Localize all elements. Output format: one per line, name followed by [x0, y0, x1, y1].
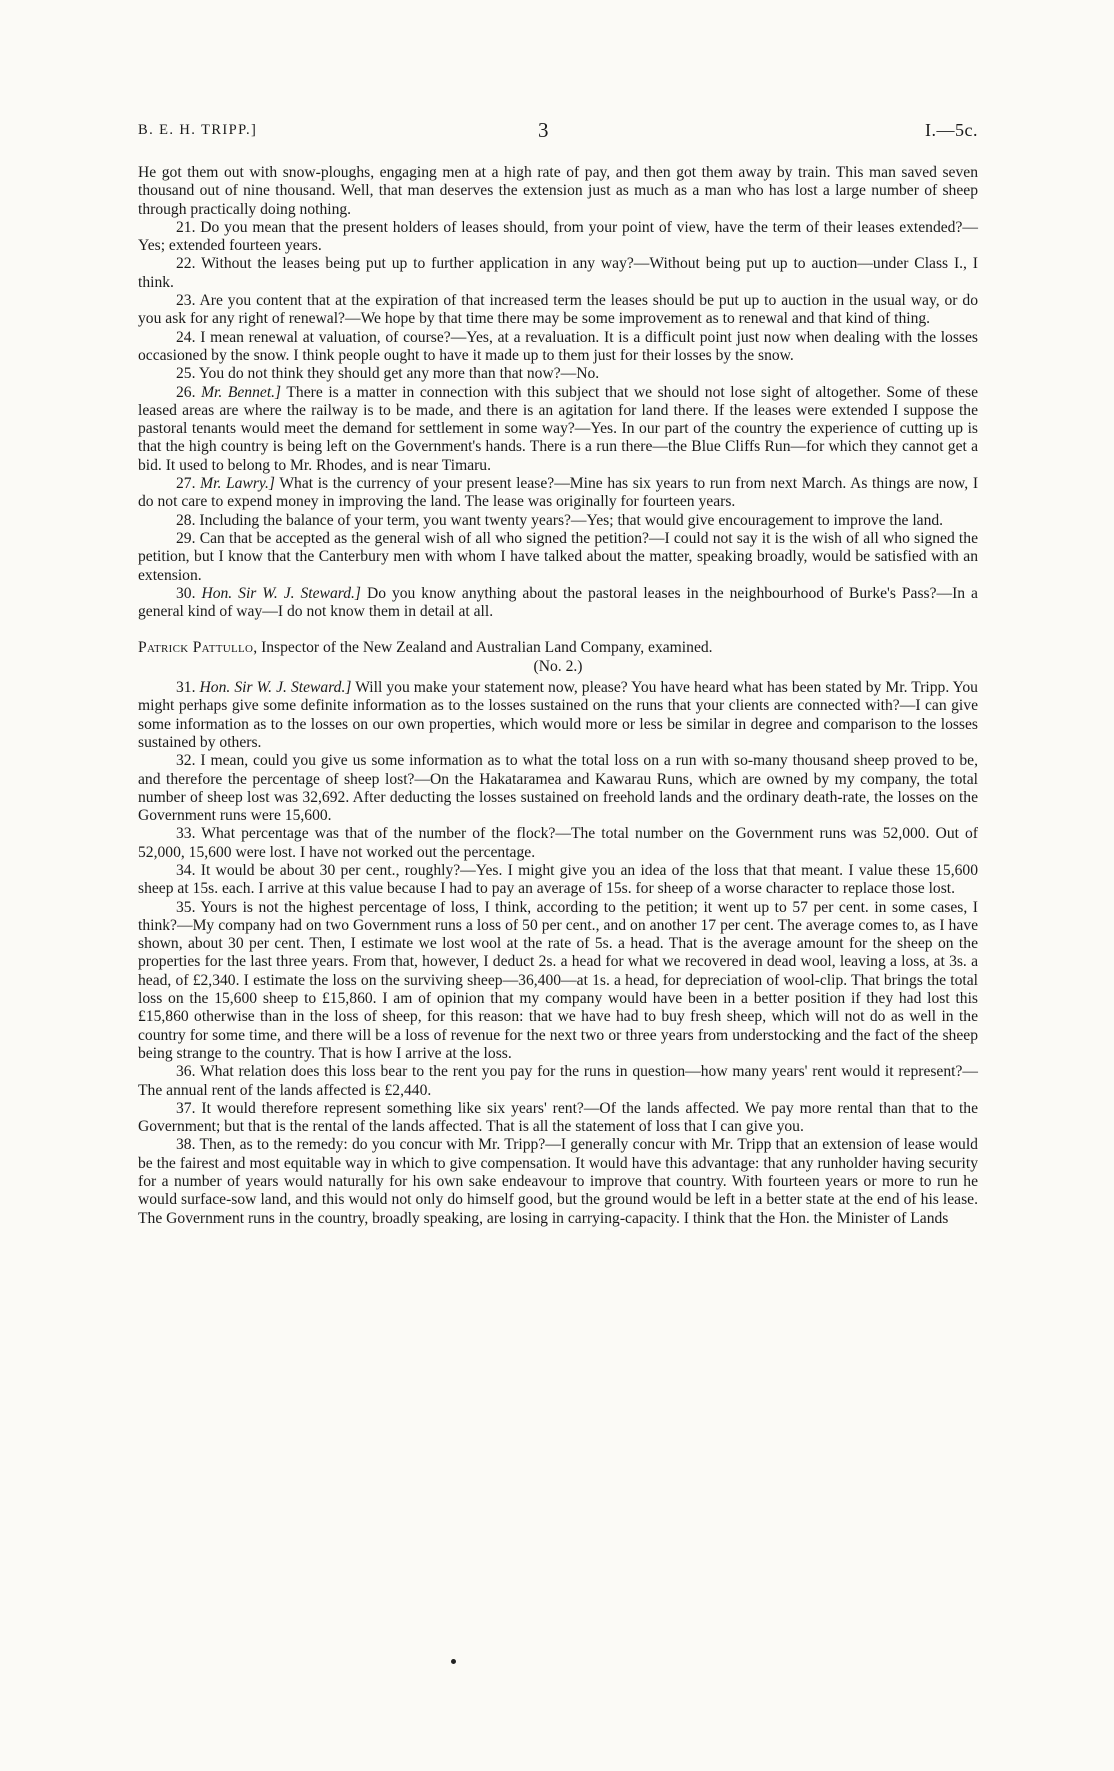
paragraph	[138, 679, 978, 752]
speaker-name: Hon. Sir W. J. Steward.]	[199, 679, 352, 697]
paragraph-text: Will you make your statement now, please? You have heard what has been stated by Mr. Tripp. You might perhaps give some definite information as to the losses sustained on the runs that your clients are connected with?—I can give some information as to the losses on our own properties, which would more or less be similar in degree and comparison to the losses sustained by others.	[138, 679, 978, 751]
paragraph-text: There is a matter in connection with this subject that we should not lose sight of altogether. Some of these leased areas are where the railway is to be made, and there is an agitation for land there. If the leases were extended I suppose the pastoral tenants would meet the demand for settlement in some way?—Yes. In our part of the country the experience of cutting up is that the high country is being left on the Government's hands. There is a run there—the Blue Cliffs Run—for which they cannot get a bid. It used to belong to Mr. Rhodes, and is near Timaru.	[138, 383, 978, 474]
paragraph-text: Yours is not the highest percentage of loss, I think, according to the petition; it went up to 57 per cent. in some cases, I think?—My company had on two Government runs a loss of 50 per cent., and on another 17 per cent. The average comes to, as I have shown, about 30 per cent. Then, I estimate we lost wool at the rate of 5s. a head. That is the average amount for the sheep on the properties for the last three years. From that, however, I deduct 2s. a head for what we recovered in dead wool, leaving a loss, at 3s. a head, of £2,340. I estimate the loss on the surviving sheep—36,400—at 1s. a head, for depreciation of wool-clip. That brings the total loss on the 15,600 sheep to £15,860. I am of opinion that my company would have been in a better position if they had lost this £15,860 otherwise than in the loss of sheep, for this reason: that we have had to buy fresh sheep, which will not do as well in the country for some time, and there will be a loss of revenue for the next two or three years from understocking and the fact of the sheep being strange to the country. That is how I arrive at the loss.	[138, 898, 978, 1062]
paragraph-text: Including the balance of your term, you want twenty years?—Yes; that would give encouragement to improve the land.	[199, 511, 944, 529]
question-number: 36.	[176, 1063, 196, 1081]
question-number: 21.	[176, 218, 196, 236]
paragraph	[138, 1136, 978, 1227]
question-number: 27.	[176, 475, 196, 493]
question-number: 30.	[176, 584, 196, 602]
paragraph-text: Do you know anything about the pastoral leases in the neighbourhood of Burke's Pass?—In a general kind of way—I do not know them in detail at all.	[138, 584, 978, 621]
paragraph	[138, 365, 978, 383]
body-text	[138, 164, 978, 1228]
paragraph	[138, 164, 978, 219]
paragraph	[138, 292, 978, 329]
paragraph	[138, 825, 978, 862]
question-number: 33.	[176, 825, 196, 843]
paragraph	[138, 255, 978, 292]
question-number: 34.	[176, 861, 196, 879]
question-number: 22.	[176, 255, 196, 273]
page-header	[138, 118, 978, 148]
paragraph-text: You do not think they should get any more than that now?—No.	[198, 365, 600, 383]
paragraph	[138, 329, 978, 366]
footer-dot	[451, 1659, 456, 1664]
paragraph-text: What is the currency of your present lease?—Mine has six years to run from next March. As things are now, I do not care to expend money in improving the land. The lease was originally for fourteen years.	[138, 475, 979, 511]
speaker-name: Hon. Sir W. J. Steward.]	[201, 584, 361, 602]
paragraph	[138, 862, 978, 899]
question-number: 32.	[176, 752, 196, 770]
paragraph	[138, 1063, 978, 1100]
testimony-block-2	[138, 679, 978, 1228]
paragraph	[138, 384, 978, 475]
paragraph	[138, 512, 978, 530]
witness-name: Patrick Pattullo	[138, 639, 254, 657]
paragraph-text: Without the leases being put up to further application in any way?—Without being put up to auction—under Class I., I think.	[138, 255, 978, 291]
question-number: 35.	[176, 898, 196, 916]
header-witness: B. E. H. TRIPP.]	[138, 122, 258, 138]
page-number: 3	[538, 118, 549, 142]
speaker-name: Mr. Bennet.]	[201, 383, 282, 401]
paragraph	[138, 899, 978, 1064]
paragraph	[138, 530, 978, 585]
witness-description: , Inspector of the New Zealand and Australian Land Company, examined.	[253, 639, 713, 657]
paragraph-text: Are you content that at the expiration of that increased term the leases should be put up to auction in the usual way, or do you ask for any right of renewal?—We hope by that time there may be some improvement as to renewal and that kind of thing.	[138, 292, 978, 328]
paragraph-text: Then, as to the remedy: do you concur with Mr. Tripp?—I generally concur with Mr. Tripp that an extension of lease would be the fairest and most equitable way in which to give compensation. It would have this advantage: that any runholder having security for a number of years would naturally for his own sake endeavour to improve that country. With fourteen years or more to run he would surface-sow land, and this would not only do himself good, but the ground would be left in a better state at the end of his lease. The Government runs in the country, broadly speaking, are losing in carrying-capacity. I think that the Hon. the Minister of Lands	[138, 1136, 978, 1227]
paragraph	[138, 475, 978, 512]
paragraph-text: What percentage was that of the number of the flock?—The total number on the Government runs was 52,000. Out of 52,000, 15,600 were lost. I have not worked out the percentage.	[138, 825, 978, 861]
question-number: 37.	[176, 1099, 196, 1117]
testimony-block-1	[138, 164, 978, 621]
paragraph	[138, 752, 978, 825]
paragraph-text: Do you mean that the present holders of leases should, from your point of view, have the term of their leases extended?—Yes; extended fourteen years.	[138, 218, 978, 255]
question-number: 31.	[176, 679, 196, 697]
paragraph-text: It would therefore represent something like six years' rent?—Of the lands affected. We pay more rental than that to the Government; but that is the rental of the lands affected. That is all the statement of loss that I can give you.	[138, 1099, 978, 1136]
question-number: 23.	[176, 292, 196, 310]
question-number: 28.	[176, 511, 196, 529]
witness-number: (No. 2.)	[533, 657, 583, 675]
question-number: 25.	[176, 365, 196, 383]
witness-heading	[138, 639, 978, 657]
question-number: 24.	[176, 328, 196, 346]
paragraph	[138, 585, 978, 622]
question-number: 29.	[176, 529, 196, 547]
paragraph-text: I mean, could you give us some information as to what the total loss on a run with so-many thousand sheep proved to be, and therefore the percentage of sheep lost?—On the Hakataramea and Kawarau Runs, which are owned by my company, the total number of sheep lost was 32,692. After deducting the losses sustained on freehold lands and the ordinary death-rate, the losses on the Government runs were 15,600.	[138, 752, 978, 825]
paragraph	[138, 1100, 978, 1137]
question-number: 26.	[176, 383, 196, 401]
paragraph	[138, 219, 978, 256]
paragraph-text: I mean renewal at valuation, of course?—Yes, at a revaluation. It is a difficult point just now when dealing with the losses occasioned by the snow. I think people ought to have it made up to them just for their losses by the snow.	[138, 328, 978, 364]
paragraph-text: What relation does this loss bear to the rent you pay for the runs in question—how many years' rent would it represent?—The annual rent of the lands affected is £2,440.	[138, 1063, 978, 1099]
question-number: 38.	[176, 1136, 196, 1154]
paragraph-text: He got them out with snow-ploughs, engaging men at a high rate of pay, and then got them away by train. This man saved seven thousand out of nine thousand. Well, that man deserves the extension just as much as a man who has lost a large number of sheep through practically doing nothing.	[138, 164, 978, 218]
speaker-name: Mr. Lawry.]	[200, 475, 275, 493]
paper-reference: I.—5c.	[925, 120, 978, 140]
paragraph-text: Can that be accepted as the general wish of all who signed the petition?—I could not say it is the wish of all who signed the petition, but I know that the Canterbury men with whom I have talked about the matter, speaking broadly, would be satisfied with an extension.	[138, 529, 978, 584]
paragraph-text: It would be about 30 per cent., roughly?—Yes. I might give you an idea of the loss that that meant. I value these 15,600 sheep at 15s. each. I arrive at this value because I had to pay an average of 15s. for sheep of a worse character to replace those lost.	[138, 861, 978, 898]
